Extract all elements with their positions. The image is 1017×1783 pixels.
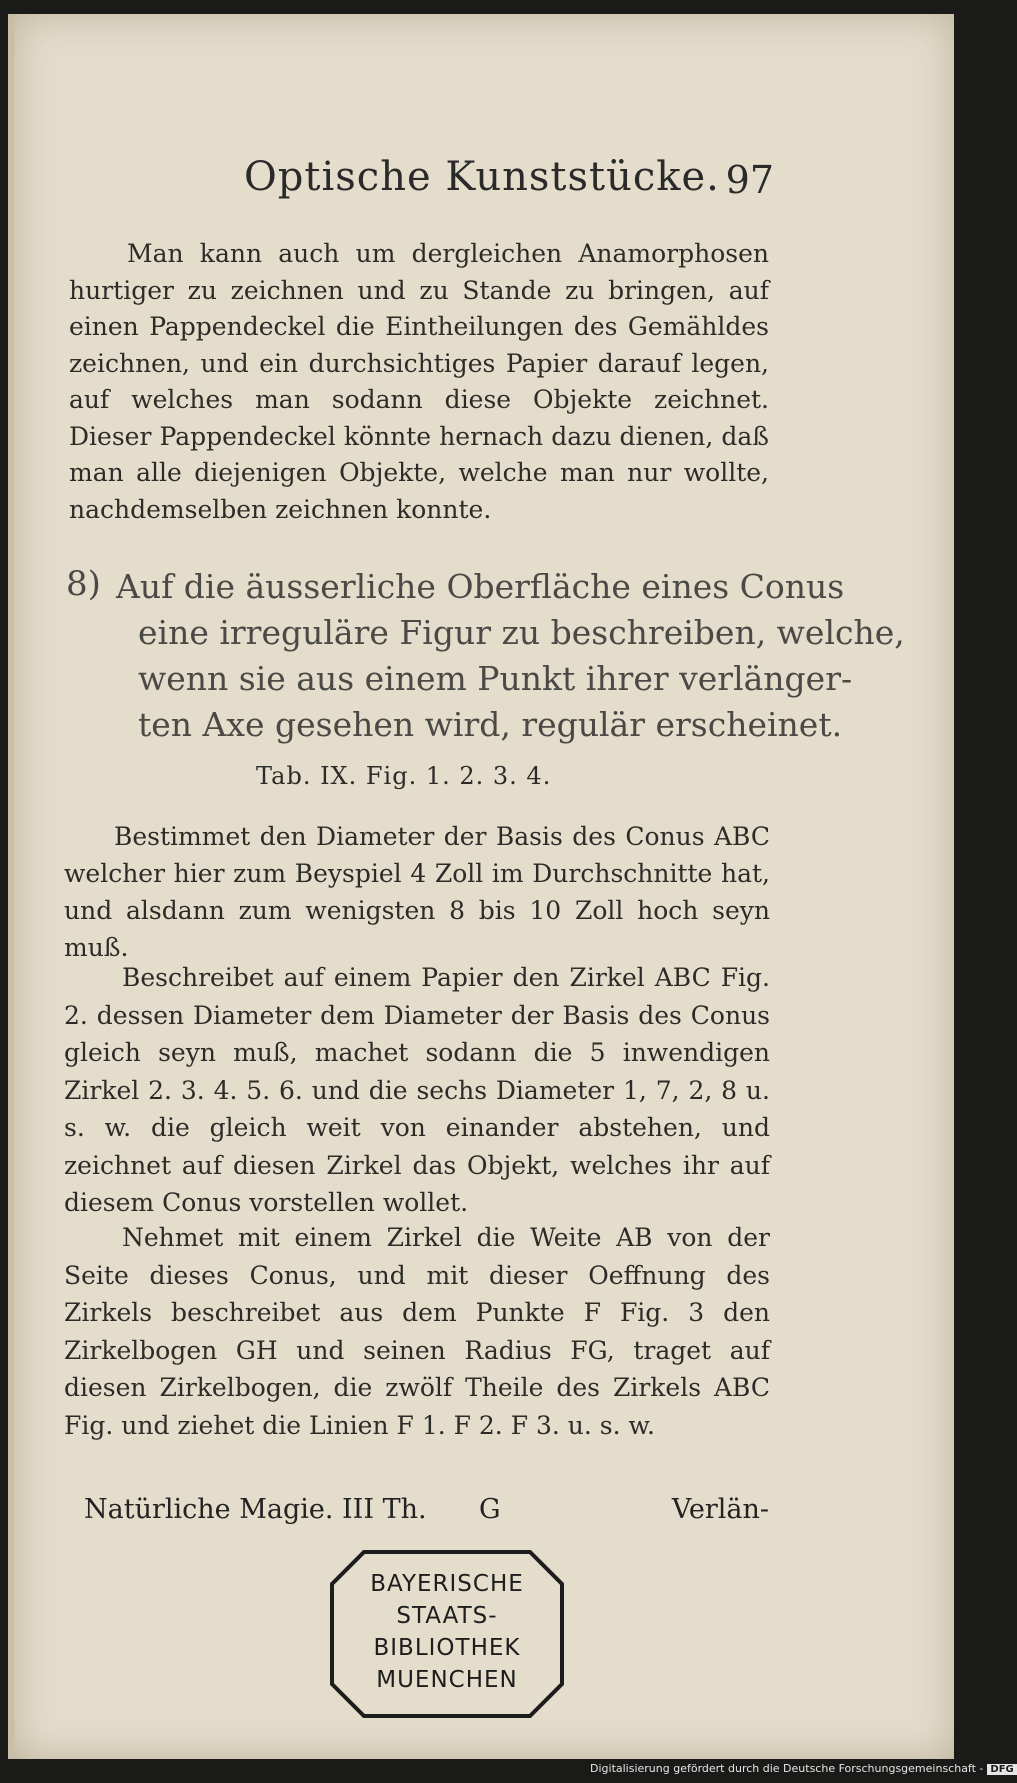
section-number: 8) [66, 564, 101, 604]
dfg-logo: DFG [987, 1764, 1016, 1775]
paragraph-zirkel: Beschreibet auf einem Papier den Zirkel ABC Fig. 2. dessen Diameter dem Diameter der Basis des Conus gleich seyn muß, machet sodann die 5 inwendigen Zirkel 2. 3. 4. 5. 6. und die sechs Diameter 1, 7, 2, 8 u. s. w. die gleich weit von einander abstehen, und zeichnet auf diesen Zirkel das Objekt, welches ihr auf diesem Conus vorstellen wollet. [64, 963, 770, 1217]
section-title-line: eine irreguläre Figur zu beschreiben, welche, [138, 613, 905, 652]
running-title: Optische Kunststücke. [244, 154, 720, 200]
section-title [116, 564, 905, 748]
signature-mark: G [479, 1494, 501, 1525]
book-page [8, 14, 954, 1759]
paragraph-zirkelbogen: Nehmet mit einem Zirkel die Weite AB von der Seite dieses Conus, und mit dieser Oeffnung des Zirkels beschreibet aus dem Punkte F Fig. 3 den Zirkelbogen GH und seinen Radius FG, traget auf diesen Zirkelbogen, die zwölf Theile des Zirkels ABC Fig. und ziehet die Linien F 1. F 2. F 3. u. s. w. [64, 1223, 770, 1440]
stamp-line: BAYERISCHE [370, 1571, 524, 1597]
paragraph-anamorphosen: Man kann auch um dergleichen Anamorphosen hurtiger zu zeichnen und zu Stande zu bringen, auf einen Pappendeckel die Eintheilungen des Gemähldes zeichnen, und ein durchsichtiges Papier darauf legen, auf welches man sodann diese Objekte zeichnet. Dieser Pappendeckel könnte hernach dazu dienen, daß man alle diejenigen Objekte, welche man nur wollte, nachdemselben zeichnen konnte. [69, 239, 769, 524]
signature-line [84, 1494, 769, 1534]
catchword: Verlän- [671, 1494, 769, 1525]
table-reference: Tab. IX. Fig. 1. 2. 3. 4. [256, 762, 552, 790]
section-title-line: Auf die äusserliche Oberfläche eines Conus [116, 567, 845, 606]
stamp-line: BIBLIOTHEK [373, 1635, 521, 1661]
library-stamp [324, 1544, 570, 1724]
page-number: 97 [725, 158, 774, 202]
signature-title: Natürliche Magie. III Th. [84, 1494, 427, 1525]
digitization-footer [590, 1762, 1014, 1780]
section-title-line: wenn sie aus einem Punkt ihrer verlänger- [138, 659, 853, 698]
stamp-line: MUENCHEN [376, 1667, 518, 1693]
footer-text: Digitalisierung gefördert durch die Deutsche Forschungsgemeinschaft - [590, 1762, 984, 1775]
paragraph-diameter: Bestimmet den Diameter der Basis des Conus ABC welcher hier zum Beyspiel 4 Zoll im Durchschnitte hat, und alsdann zum wenigsten 8 bis 10 Zoll hoch seyn muß. [64, 822, 770, 962]
section-title-line: ten Axe gesehen wird, regulär erscheinet. [138, 705, 843, 744]
stamp-line: STAATS- [396, 1603, 498, 1629]
page-header [244, 154, 774, 214]
